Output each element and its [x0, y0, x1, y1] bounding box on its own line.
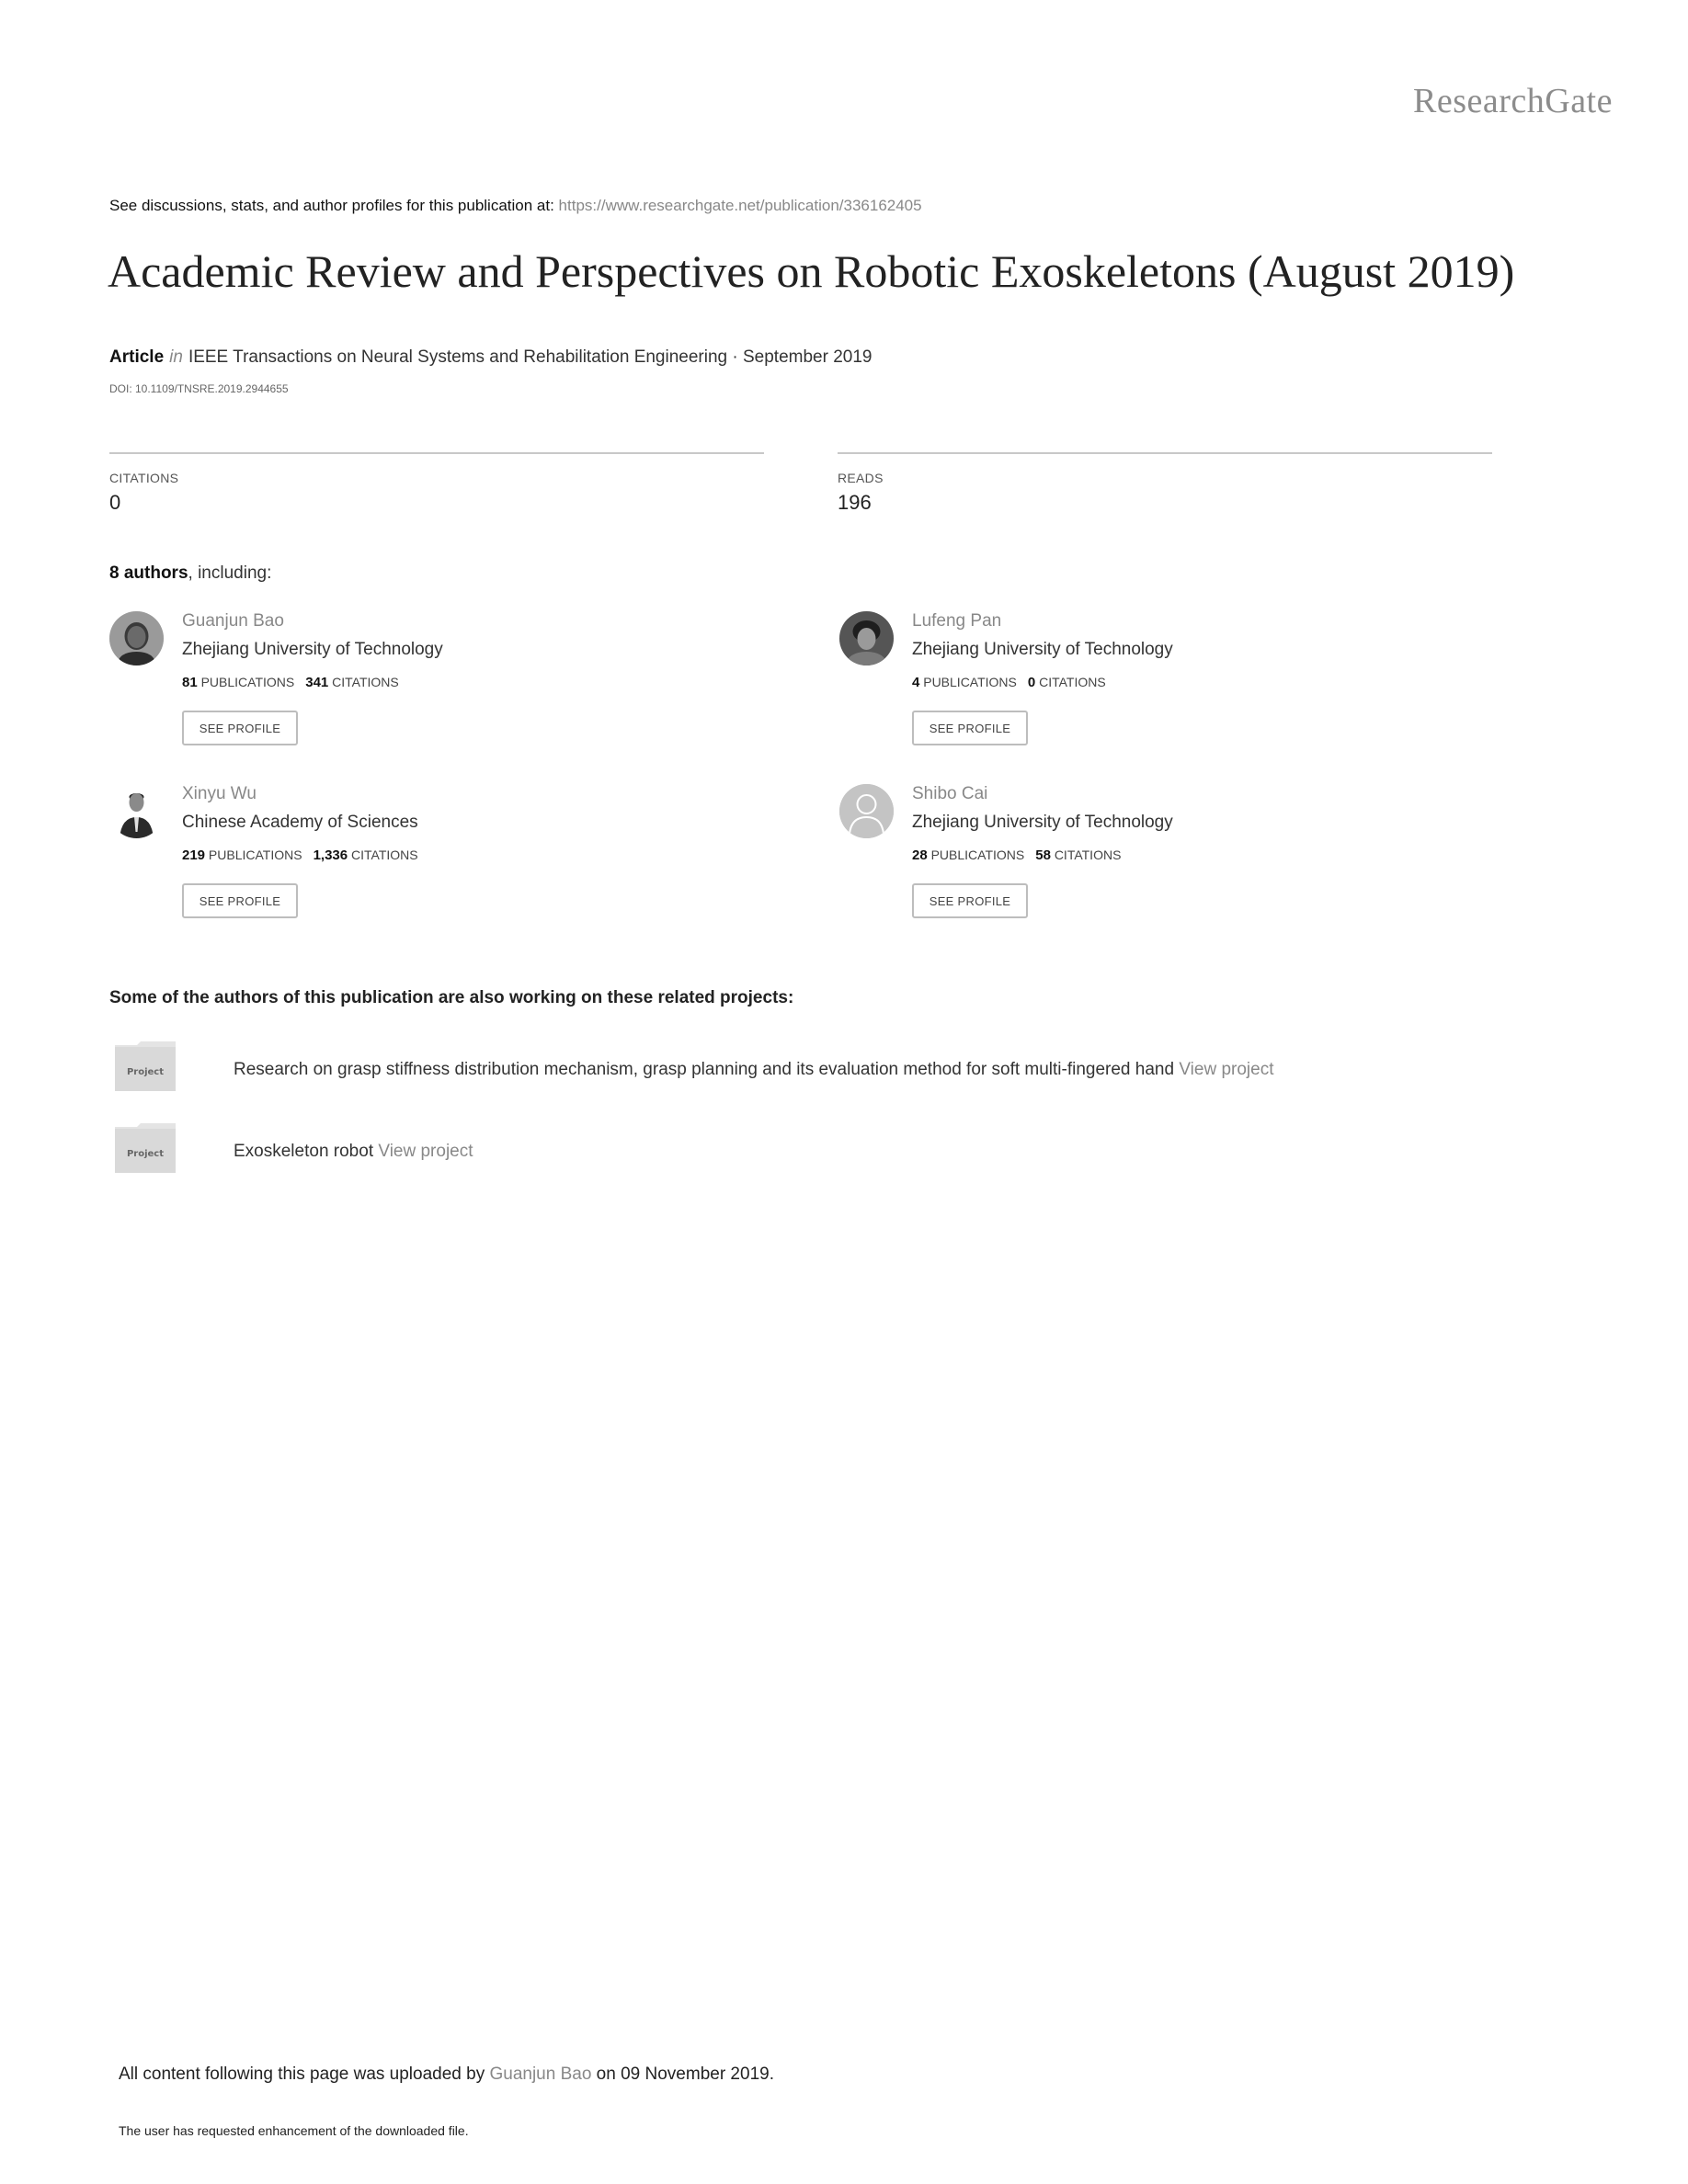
- author-avatar[interactable]: [109, 611, 164, 665]
- authors-suffix: , including:: [188, 563, 272, 583]
- citations-count: 0: [1027, 675, 1036, 690]
- publications-count: 81: [182, 675, 198, 690]
- author-name[interactable]: Xinyu Wu: [182, 784, 257, 803]
- reads-value: 196: [838, 491, 872, 514]
- paper-title: Academic Review and Perspectives on Robotic Exoskeletons (August 2019): [108, 245, 1515, 297]
- publications-label: PUBLICATIONS: [930, 847, 1025, 862]
- author-avatar[interactable]: [839, 784, 894, 838]
- author-stats: [912, 675, 1106, 690]
- publications-count: 28: [912, 847, 928, 863]
- authors-heading: [109, 563, 271, 584]
- project-icon-label: Project: [126, 1149, 165, 1159]
- citations-value: 0: [109, 491, 121, 514]
- projects-heading: Some of the authors of this publication are also working on these related projects:: [109, 988, 794, 1007]
- see-profile-button[interactable]: SEE PROFILE: [912, 883, 1028, 918]
- publications-count: 219: [182, 847, 206, 863]
- author-stats: [182, 675, 399, 690]
- upload-info: [119, 2065, 774, 2085]
- author-photo-icon: [109, 784, 164, 838]
- see-profile-button[interactable]: SEE PROFILE: [182, 711, 298, 745]
- view-project-link[interactable]: View project: [1179, 1060, 1274, 1079]
- default-user-icon: [839, 784, 894, 838]
- project-item: [234, 1142, 473, 1162]
- citations-label: CITATIONS: [332, 675, 399, 689]
- view-project-link[interactable]: View project: [378, 1142, 473, 1161]
- see-profile-button[interactable]: SEE PROFILE: [912, 711, 1028, 745]
- enhancement-note: The user has requested enhancement of the downloaded file.: [119, 2123, 469, 2138]
- publication-url-link[interactable]: https://www.researchgate.net/publication/336162405: [558, 197, 922, 214]
- citations-divider: [109, 452, 764, 454]
- article-info: [109, 347, 872, 368]
- project-item: [234, 1060, 1274, 1080]
- upload-suffix: on 09 November 2019.: [591, 2065, 774, 2084]
- author-name[interactable]: Shibo Cai: [912, 784, 988, 803]
- author-institution[interactable]: Zhejiang University of Technology: [182, 640, 443, 659]
- author-avatar[interactable]: [839, 611, 894, 665]
- citations-count: 1,336: [313, 847, 348, 863]
- authors-count: 8 authors: [109, 563, 188, 583]
- citations-label: CITATIONS: [1054, 847, 1122, 862]
- author-avatar[interactable]: [109, 784, 164, 838]
- project-icon-label: Project: [126, 1067, 165, 1077]
- reads-label: READS: [838, 471, 884, 485]
- author-name[interactable]: Guanjun Bao: [182, 611, 284, 631]
- author-institution[interactable]: Chinese Academy of Sciences: [182, 813, 418, 832]
- reads-divider: [838, 452, 1492, 454]
- author-photo-icon: [109, 611, 164, 665]
- uploader-link[interactable]: Guanjun Bao: [489, 2065, 592, 2084]
- citations-label: CITATIONS: [109, 471, 179, 485]
- author-institution[interactable]: Zhejiang University of Technology: [912, 640, 1173, 659]
- author-name[interactable]: Lufeng Pan: [912, 611, 1002, 631]
- see-text: See discussions, stats, and author profiles for this publication at:: [109, 197, 559, 214]
- citations-count: 58: [1035, 847, 1051, 863]
- author-institution[interactable]: Zhejiang University of Technology: [912, 813, 1173, 832]
- author-photo-icon: [839, 611, 894, 665]
- venue[interactable]: IEEE Transactions on Neural Systems and Rehabilitation Engineering · September 2019: [188, 347, 873, 367]
- citations-label: CITATIONS: [351, 847, 418, 862]
- doi[interactable]: DOI: 10.1109/TNSRE.2019.2944655: [109, 382, 289, 395]
- publications-label: PUBLICATIONS: [200, 675, 295, 689]
- project-folder-icon: [115, 1123, 176, 1173]
- publications-label: PUBLICATIONS: [923, 675, 1017, 689]
- publications-label: PUBLICATIONS: [208, 847, 302, 862]
- author-stats: [912, 847, 1121, 863]
- in-word: in: [169, 347, 183, 367]
- see-profile-button[interactable]: SEE PROFILE: [182, 883, 298, 918]
- project-title: Exoskeleton robot: [234, 1142, 374, 1161]
- project-title: Research on grasp stiffness distribution mechanism, grasp planning and its evaluation method for soft multi-fingered hand: [234, 1060, 1175, 1079]
- citations-label: CITATIONS: [1039, 675, 1106, 689]
- researchgate-logo[interactable]: ResearchGate: [1413, 82, 1613, 120]
- publication-link-line: [109, 197, 922, 215]
- publications-count: 4: [912, 675, 920, 690]
- upload-prefix: All content following this page was uploaded by: [119, 2065, 490, 2084]
- citations-count: 341: [305, 675, 329, 690]
- author-stats: [182, 847, 418, 863]
- article-type: Article: [109, 347, 165, 367]
- project-folder-icon: [115, 1041, 176, 1091]
